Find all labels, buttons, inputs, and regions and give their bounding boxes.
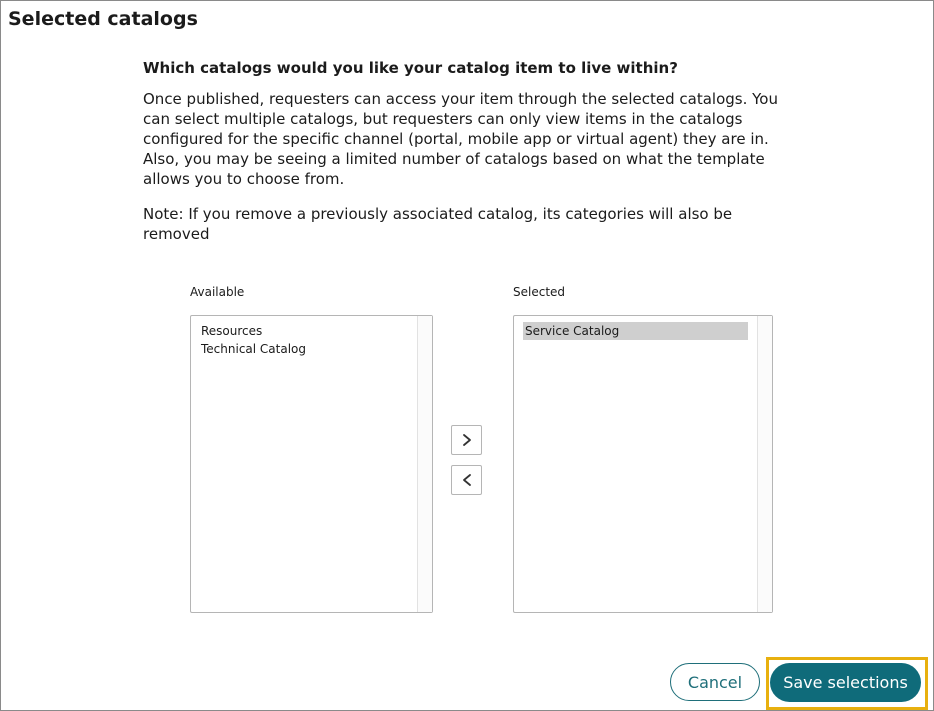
- cancel-button[interactable]: Cancel: [670, 663, 760, 701]
- available-item-resources[interactable]: Resources: [201, 324, 263, 338]
- save-selections-button[interactable]: Save selections: [770, 663, 921, 702]
- dialog-title: Selected catalogs: [8, 8, 198, 30]
- available-list: [191, 316, 432, 358]
- selected-item-service-catalog[interactable]: Service Catalog: [523, 322, 748, 340]
- available-listbox[interactable]: [190, 315, 433, 613]
- move-left-button[interactable]: [451, 465, 482, 495]
- available-scrollbar[interactable]: [417, 316, 432, 612]
- chevron-left-icon: [461, 473, 473, 487]
- selected-scrollbar[interactable]: [757, 316, 772, 612]
- available-item-technical-catalog[interactable]: Technical Catalog: [201, 342, 306, 356]
- dialog-content: [143, 58, 783, 259]
- question-heading: Which catalogs would you like your catalog item to live within?: [143, 59, 678, 77]
- available-label: Available: [190, 285, 245, 299]
- selected-listbox[interactable]: [513, 315, 773, 613]
- move-right-button[interactable]: [451, 425, 482, 455]
- chevron-right-icon: [461, 433, 473, 447]
- selected-list: [514, 316, 772, 340]
- selected-label: Selected: [513, 285, 566, 299]
- description-text: Once published, requesters can access your item through the selected catalogs. You can select multiple catalogs, but requesters can only view items in the catalogs configured for the specific channel (portal, mobile app or virtual agent) they are in. Also, you may be seeing a limited number of catalogs based on what the template allows you to choose from.: [143, 90, 778, 188]
- note-text: Note: If you remove a previously associated catalog, its categories will also be removed: [143, 205, 733, 243]
